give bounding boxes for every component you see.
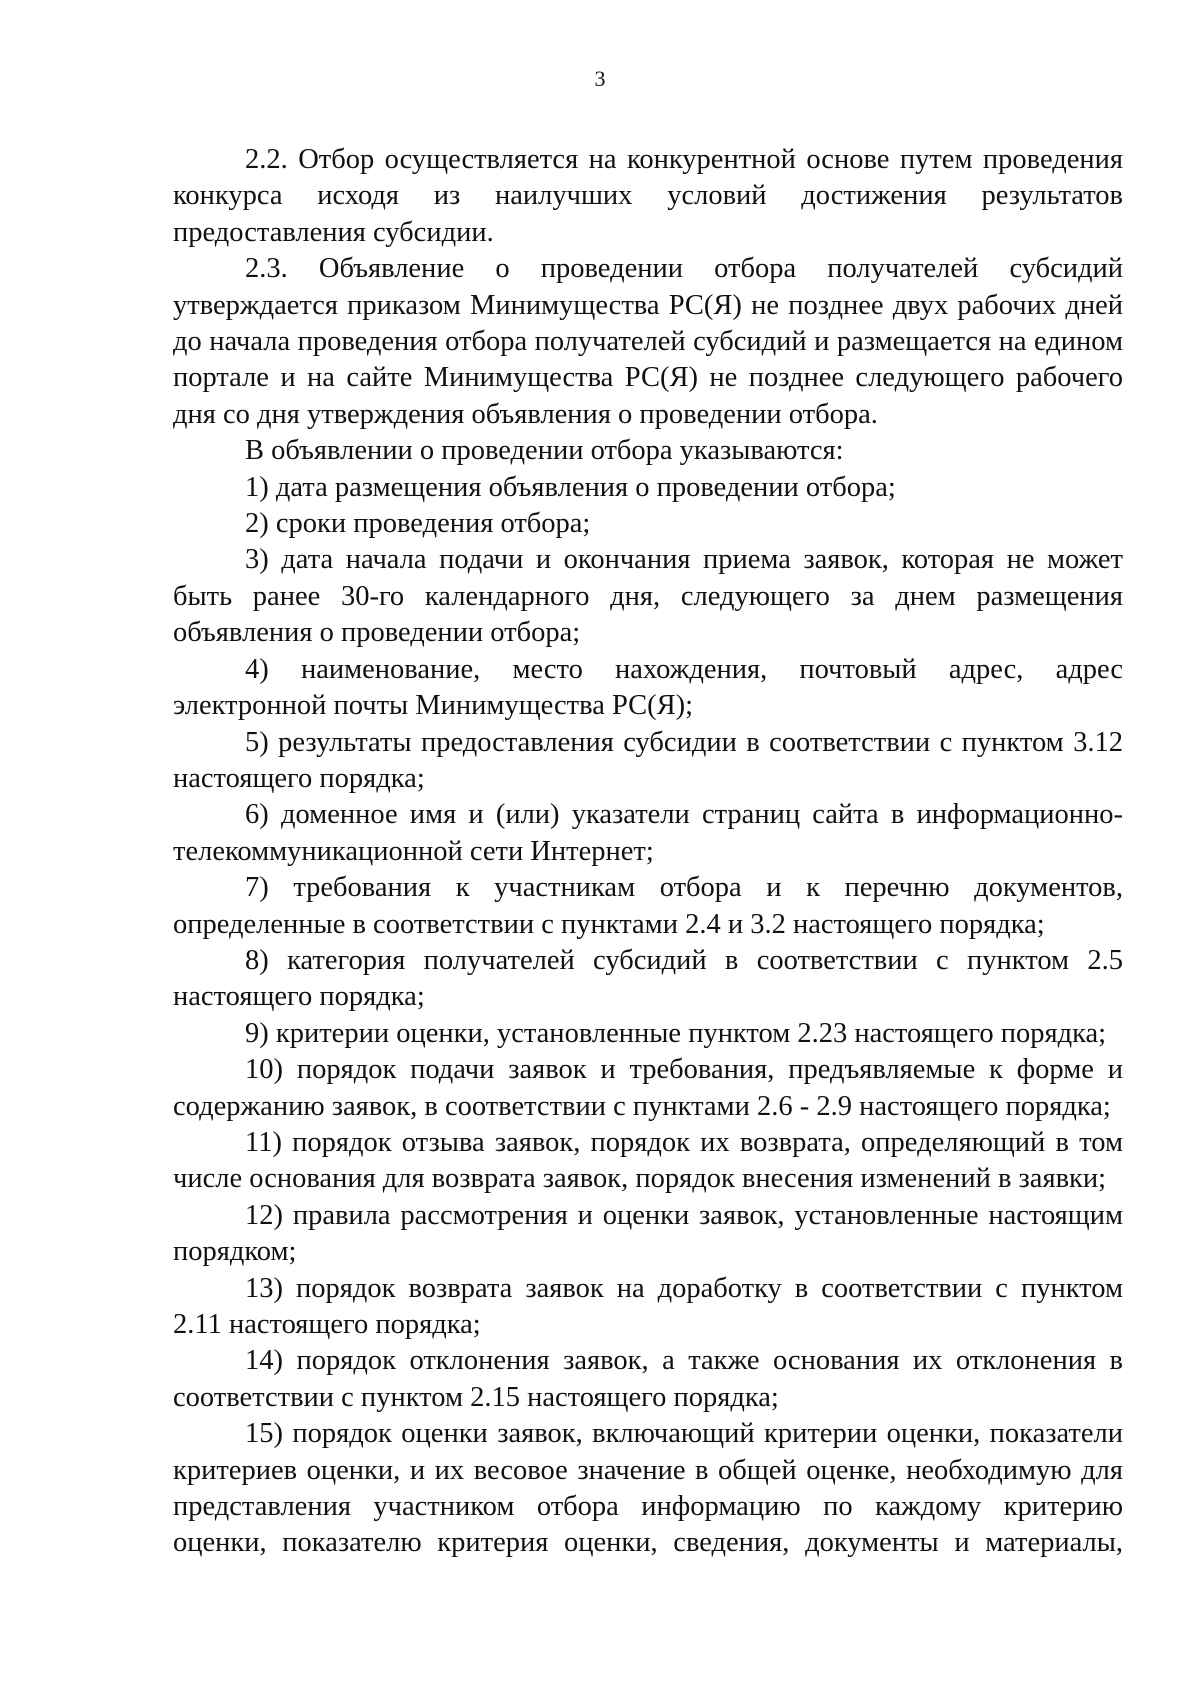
- list-item-text: результаты предоставления субсидии в соответствии с пунктом 3.12 настоящего порядка;: [173, 726, 1123, 794]
- list-item-number: 15): [245, 1418, 283, 1450]
- list-item-text: категория получателей субсидий в соответствии с пунктом 2.5 настоящего порядка;: [173, 944, 1124, 1013]
- list-item-number: 7): [245, 872, 269, 904]
- list-intro: В объявлении о проведении отбора указываются:: [245, 435, 844, 467]
- list-item-number: 11): [245, 1126, 282, 1158]
- list-item-number: 5): [245, 726, 269, 758]
- list-item-number: 9): [245, 1017, 269, 1049]
- list-item-text: порядок отзыва заявок, порядок их возврата, определяющий в том числе основания для возврата заявок, порядок внесения изменений в заявки;: [173, 1126, 1123, 1195]
- list-item: [173, 1052, 1123, 1125]
- list-item: [173, 1271, 1123, 1344]
- list-item: [173, 542, 1123, 651]
- paragraph-2-3: 2.3. Объявление о проведении отбора получателей субсидий утверждается приказом Минимущества РС(Я) не позднее двух рабочих дней до начала проведения отбора получателей субсидий и размещается на едином портале и на сайте Минимущества РС(Я) не позднее следующего рабочего дня со дня утверждения объявления о проведении отбора.: [173, 253, 1123, 430]
- list-item: [173, 1343, 1123, 1416]
- paragraph-2-2: 2.2. Отбор осуществляется на конкурентной основе путем проведения конкурса исходя из наилучших условий достижения результатов предоставления субсидии.: [173, 144, 1123, 248]
- list-item: [173, 797, 1123, 870]
- list-item-number: 12): [245, 1199, 283, 1231]
- list-item: [173, 1016, 1123, 1052]
- list-item: [173, 1125, 1123, 1198]
- list-item-text: дата размещения объявления о проведении отбора;: [275, 471, 896, 503]
- page-number: 3: [594, 66, 606, 91]
- list-item-number: 4): [245, 653, 269, 685]
- list-item-number: 8): [245, 944, 269, 976]
- list-item: [173, 1198, 1123, 1271]
- list-item: [173, 470, 1123, 506]
- list-item-text: порядок подачи заявок и требования, предъявляемые к форме и содержанию заявок, в соответствии с пунктами 2.6 - 2.9 настоящего порядка;: [173, 1054, 1124, 1122]
- list-item-text: порядок оценки заявок, включающий критерии оценки, показатели критериев оценки, и их весовое значение в общей оценке, необходимую для представления участником отбора информацию по каждому критерию оценки, показателю критерия оценки, сведения, документы и материалы,: [173, 1418, 1123, 1559]
- list-item-text: требования к участникам отбора и к перечню документов, определенные в соответствии с пунктами 2.4 и 3.2 настоящего порядка;: [173, 872, 1124, 940]
- list-item-number: 1): [245, 471, 269, 503]
- list-item: [173, 870, 1123, 943]
- list-item-number: 14): [245, 1345, 283, 1377]
- list-item-number: 13): [245, 1272, 283, 1304]
- list-item: [173, 652, 1123, 725]
- list-item-text: сроки проведения отбора;: [275, 508, 591, 540]
- list-item-text: доменное имя и (или) указатели страниц сайта в информационно-телекоммуникационной сети Интернет;: [173, 799, 1124, 867]
- list-item-text: дата начала подачи и окончания приема заявок, которая не может быть ранее 30-го календарного дня, следующего за днем размещения объявления о проведении отбора;: [173, 544, 1123, 649]
- list-item: [173, 725, 1123, 798]
- list-item-number: 10): [245, 1054, 283, 1086]
- list-item-text: критерии оценки, установленные пунктом 2.23 настоящего порядка;: [275, 1017, 1107, 1049]
- document-body: [173, 142, 1123, 1562]
- list-item-number: 3): [245, 544, 269, 576]
- list-item-text: порядок отклонения заявок, а также основания их отклонения в соответствии с пунктом 2.15 настоящего порядка;: [173, 1345, 1124, 1413]
- list-item-number: 2): [245, 508, 269, 540]
- list-item-number: 6): [245, 799, 269, 831]
- list-item-text: порядок возврата заявок на доработку в соответствии с пунктом 2.11 настоящего порядка;: [173, 1272, 1124, 1340]
- list-item: [173, 1416, 1123, 1562]
- list-item-text: правила рассмотрения и оценки заявок, установленные настоящим порядком;: [173, 1199, 1123, 1268]
- list-item: [173, 943, 1123, 1016]
- list-item-text: наименование, место нахождения, почтовый адрес, адрес электронной почты Минимущества РС(Я);: [173, 653, 1123, 722]
- list-item: [173, 506, 1123, 542]
